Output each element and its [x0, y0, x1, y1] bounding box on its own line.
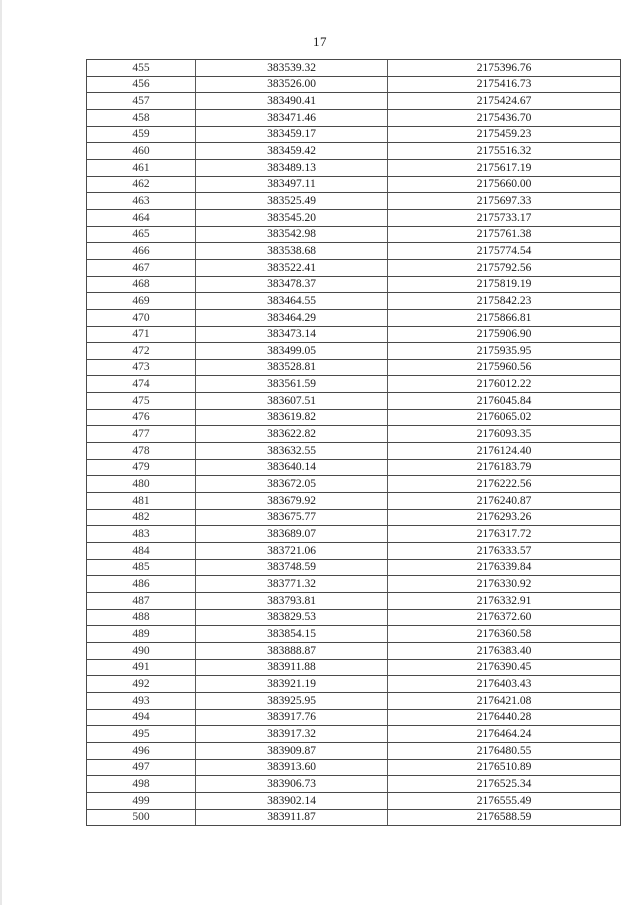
table-row — [87, 676, 621, 693]
table-row — [87, 259, 621, 276]
y-coordinate-cell: 2176383.40 — [388, 642, 621, 659]
point-id-cell: 473 — [87, 359, 196, 376]
point-id-cell: 491 — [87, 659, 196, 676]
table-row — [87, 476, 621, 493]
point-id-cell: 484 — [87, 543, 196, 560]
x-coordinate-cell: 383632.55 — [196, 443, 388, 460]
y-coordinate-cell: 2176339.84 — [388, 559, 621, 576]
x-coordinate-cell: 383679.92 — [196, 493, 388, 510]
table-row — [87, 709, 621, 726]
x-coordinate-cell: 383909.87 — [196, 742, 388, 759]
table-row — [87, 742, 621, 759]
point-id-cell: 499 — [87, 792, 196, 809]
x-coordinate-cell: 383464.29 — [196, 309, 388, 326]
x-coordinate-cell: 383471.46 — [196, 109, 388, 126]
y-coordinate-cell: 2176317.72 — [388, 526, 621, 543]
point-id-cell: 485 — [87, 559, 196, 576]
y-coordinate-cell: 2175516.32 — [388, 143, 621, 160]
table-row — [87, 409, 621, 426]
y-coordinate-cell: 2175617.19 — [388, 159, 621, 176]
x-coordinate-cell: 383538.68 — [196, 243, 388, 260]
table-row — [87, 126, 621, 143]
point-id-cell: 494 — [87, 709, 196, 726]
point-id-cell: 462 — [87, 176, 196, 193]
table-row — [87, 776, 621, 793]
table-row — [87, 792, 621, 809]
x-coordinate-cell: 383888.87 — [196, 642, 388, 659]
table-row — [87, 226, 621, 243]
table-row — [87, 576, 621, 593]
table-row — [87, 109, 621, 126]
x-coordinate-cell: 383473.14 — [196, 326, 388, 343]
y-coordinate-cell: 2176525.34 — [388, 776, 621, 793]
table-row — [87, 60, 621, 77]
y-coordinate-cell: 2176480.55 — [388, 742, 621, 759]
table-row — [87, 459, 621, 476]
point-id-cell: 497 — [87, 759, 196, 776]
point-id-cell: 456 — [87, 76, 196, 93]
y-coordinate-cell: 2175842.23 — [388, 293, 621, 310]
x-coordinate-cell: 383771.32 — [196, 576, 388, 593]
x-coordinate-cell: 383911.88 — [196, 659, 388, 676]
point-id-cell: 481 — [87, 493, 196, 510]
y-coordinate-cell: 2176372.60 — [388, 609, 621, 626]
point-id-cell: 477 — [87, 426, 196, 443]
y-coordinate-cell: 2176124.40 — [388, 443, 621, 460]
y-coordinate-cell: 2176332.91 — [388, 593, 621, 610]
point-id-cell: 458 — [87, 109, 196, 126]
x-coordinate-cell: 383921.19 — [196, 676, 388, 693]
y-coordinate-cell: 2176093.35 — [388, 426, 621, 443]
table-row — [87, 326, 621, 343]
table-row — [87, 609, 621, 626]
table-row — [87, 176, 621, 193]
y-coordinate-cell: 2176403.43 — [388, 676, 621, 693]
coordinate-table — [86, 59, 621, 826]
point-id-cell: 468 — [87, 276, 196, 293]
point-id-cell: 493 — [87, 692, 196, 709]
x-coordinate-cell: 383906.73 — [196, 776, 388, 793]
point-id-cell: 498 — [87, 776, 196, 793]
x-coordinate-cell: 383913.60 — [196, 759, 388, 776]
table-row — [87, 642, 621, 659]
y-coordinate-cell: 2175424.67 — [388, 93, 621, 110]
x-coordinate-cell: 383489.13 — [196, 159, 388, 176]
table-row — [87, 443, 621, 460]
y-coordinate-cell: 2176240.87 — [388, 493, 621, 510]
page-number: 17 — [313, 34, 327, 49]
y-coordinate-cell: 2176333.57 — [388, 543, 621, 560]
y-coordinate-cell: 2176440.28 — [388, 709, 621, 726]
point-id-cell: 482 — [87, 509, 196, 526]
table-row — [87, 726, 621, 743]
x-coordinate-cell: 383748.59 — [196, 559, 388, 576]
table-row — [87, 193, 621, 210]
point-id-cell: 455 — [87, 60, 196, 77]
x-coordinate-cell: 383911.87 — [196, 809, 388, 826]
x-coordinate-cell: 383464.55 — [196, 293, 388, 310]
x-coordinate-cell: 383689.07 — [196, 526, 388, 543]
table-row — [87, 376, 621, 393]
table-row — [87, 543, 621, 560]
point-id-cell: 469 — [87, 293, 196, 310]
table-row — [87, 526, 621, 543]
y-coordinate-cell: 2175866.81 — [388, 309, 621, 326]
x-coordinate-cell: 383622.82 — [196, 426, 388, 443]
point-id-cell: 465 — [87, 226, 196, 243]
y-coordinate-cell: 2175697.33 — [388, 193, 621, 210]
y-coordinate-cell: 2175819.19 — [388, 276, 621, 293]
x-coordinate-cell: 383829.53 — [196, 609, 388, 626]
point-id-cell: 487 — [87, 593, 196, 610]
point-id-cell: 479 — [87, 459, 196, 476]
point-id-cell: 475 — [87, 393, 196, 410]
table-row — [87, 143, 621, 160]
table-row — [87, 293, 621, 310]
point-id-cell: 471 — [87, 326, 196, 343]
x-coordinate-cell: 383497.11 — [196, 176, 388, 193]
y-coordinate-cell: 2175792.56 — [388, 259, 621, 276]
y-coordinate-cell: 2175774.54 — [388, 243, 621, 260]
table-row — [87, 243, 621, 260]
x-coordinate-cell: 383672.05 — [196, 476, 388, 493]
table-row — [87, 626, 621, 643]
point-id-cell: 496 — [87, 742, 196, 759]
table-row — [87, 393, 621, 410]
x-coordinate-cell: 383917.32 — [196, 726, 388, 743]
x-coordinate-cell: 383478.37 — [196, 276, 388, 293]
point-id-cell: 476 — [87, 409, 196, 426]
table-row — [87, 559, 621, 576]
y-coordinate-cell: 2176421.08 — [388, 692, 621, 709]
y-coordinate-cell: 2175761.38 — [388, 226, 621, 243]
table-row — [87, 426, 621, 443]
table-row — [87, 359, 621, 376]
x-coordinate-cell: 383499.05 — [196, 343, 388, 360]
x-coordinate-cell: 383539.32 — [196, 60, 388, 77]
x-coordinate-cell: 383793.81 — [196, 593, 388, 610]
x-coordinate-cell: 383640.14 — [196, 459, 388, 476]
point-id-cell: 483 — [87, 526, 196, 543]
point-id-cell: 459 — [87, 126, 196, 143]
y-coordinate-cell: 2175436.70 — [388, 109, 621, 126]
point-id-cell: 495 — [87, 726, 196, 743]
y-coordinate-cell: 2176222.56 — [388, 476, 621, 493]
table-row — [87, 809, 621, 826]
table-row — [87, 692, 621, 709]
table-row — [87, 276, 621, 293]
x-coordinate-cell: 383854.15 — [196, 626, 388, 643]
x-coordinate-cell: 383619.82 — [196, 409, 388, 426]
point-id-cell: 460 — [87, 143, 196, 160]
point-id-cell: 489 — [87, 626, 196, 643]
y-coordinate-cell: 2175660.00 — [388, 176, 621, 193]
x-coordinate-cell: 383607.51 — [196, 393, 388, 410]
y-coordinate-cell: 2175459.23 — [388, 126, 621, 143]
point-id-cell: 492 — [87, 676, 196, 693]
x-coordinate-cell: 383545.20 — [196, 209, 388, 226]
y-coordinate-cell: 2175935.95 — [388, 343, 621, 360]
point-id-cell: 490 — [87, 642, 196, 659]
y-coordinate-cell: 2176065.02 — [388, 409, 621, 426]
point-id-cell: 470 — [87, 309, 196, 326]
point-id-cell: 480 — [87, 476, 196, 493]
table-row — [87, 93, 621, 110]
x-coordinate-cell: 383561.59 — [196, 376, 388, 393]
y-coordinate-cell: 2176588.59 — [388, 809, 621, 826]
y-coordinate-cell: 2176183.79 — [388, 459, 621, 476]
y-coordinate-cell: 2175906.90 — [388, 326, 621, 343]
point-id-cell: 466 — [87, 243, 196, 260]
point-id-cell: 474 — [87, 376, 196, 393]
y-coordinate-cell: 2176012.22 — [388, 376, 621, 393]
point-id-cell: 486 — [87, 576, 196, 593]
y-coordinate-cell: 2175960.56 — [388, 359, 621, 376]
scan-margin-edge — [0, 0, 2, 905]
y-coordinate-cell: 2176510.89 — [388, 759, 621, 776]
x-coordinate-cell: 383522.41 — [196, 259, 388, 276]
x-coordinate-cell: 383675.77 — [196, 509, 388, 526]
table-row — [87, 593, 621, 610]
x-coordinate-cell: 383525.49 — [196, 193, 388, 210]
x-coordinate-cell: 383528.81 — [196, 359, 388, 376]
point-id-cell: 472 — [87, 343, 196, 360]
point-id-cell: 464 — [87, 209, 196, 226]
x-coordinate-cell: 383925.95 — [196, 692, 388, 709]
point-id-cell: 463 — [87, 193, 196, 210]
x-coordinate-cell: 383459.42 — [196, 143, 388, 160]
y-coordinate-cell: 2175396.76 — [388, 60, 621, 77]
x-coordinate-cell: 383490.41 — [196, 93, 388, 110]
y-coordinate-cell: 2175416.73 — [388, 76, 621, 93]
table-row — [87, 343, 621, 360]
table-row — [87, 509, 621, 526]
y-coordinate-cell: 2176390.45 — [388, 659, 621, 676]
point-id-cell: 467 — [87, 259, 196, 276]
y-coordinate-cell: 2176293.26 — [388, 509, 621, 526]
table-row — [87, 159, 621, 176]
table-row — [87, 759, 621, 776]
y-coordinate-cell: 2176464.24 — [388, 726, 621, 743]
table-row — [87, 309, 621, 326]
coordinate-table-body — [87, 60, 621, 826]
y-coordinate-cell: 2176360.58 — [388, 626, 621, 643]
point-id-cell: 500 — [87, 809, 196, 826]
point-id-cell: 478 — [87, 443, 196, 460]
x-coordinate-cell: 383459.17 — [196, 126, 388, 143]
point-id-cell: 488 — [87, 609, 196, 626]
x-coordinate-cell: 383542.98 — [196, 226, 388, 243]
x-coordinate-cell: 383902.14 — [196, 792, 388, 809]
y-coordinate-cell: 2176045.84 — [388, 393, 621, 410]
table-row — [87, 659, 621, 676]
y-coordinate-cell: 2176330.92 — [388, 576, 621, 593]
table-row — [87, 493, 621, 510]
point-id-cell: 461 — [87, 159, 196, 176]
y-coordinate-cell: 2176555.49 — [388, 792, 621, 809]
table-row — [87, 76, 621, 93]
point-id-cell: 457 — [87, 93, 196, 110]
x-coordinate-cell: 383526.00 — [196, 76, 388, 93]
x-coordinate-cell: 383917.76 — [196, 709, 388, 726]
y-coordinate-cell: 2175733.17 — [388, 209, 621, 226]
x-coordinate-cell: 383721.06 — [196, 543, 388, 560]
table-row — [87, 209, 621, 226]
